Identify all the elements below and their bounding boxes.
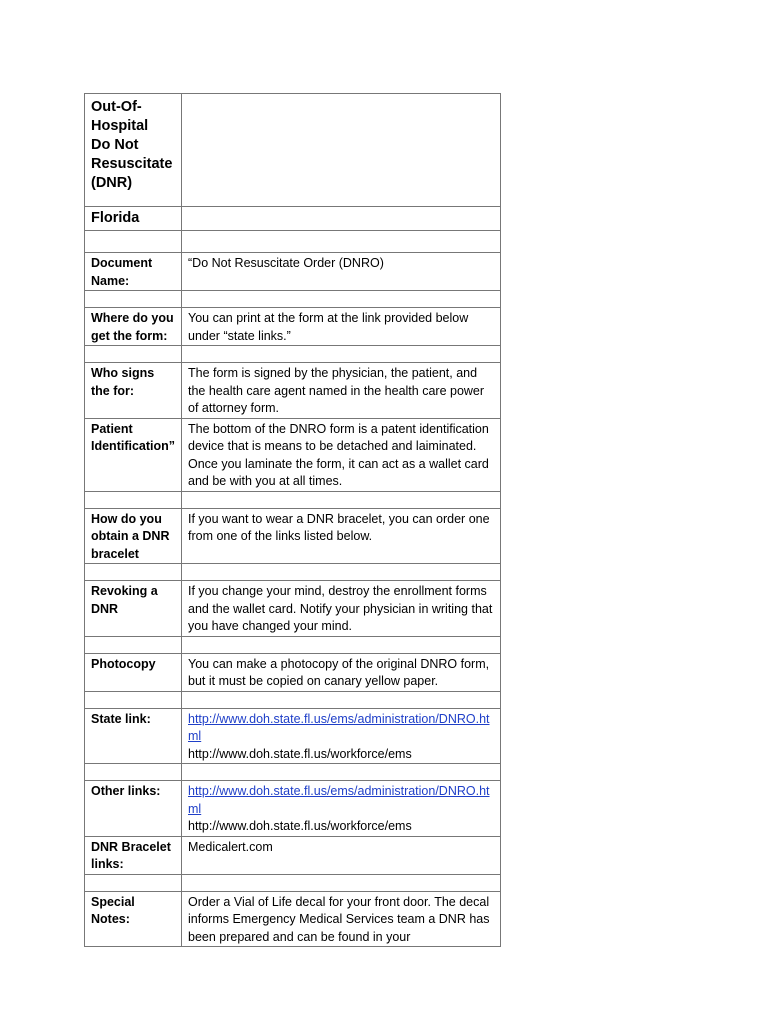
spacer-row bbox=[85, 231, 501, 253]
spacer-cell bbox=[85, 491, 182, 508]
dnr-bracelet-links-label: DNR Bracelet links: bbox=[85, 836, 182, 874]
spacer-cell bbox=[182, 491, 501, 508]
bracelet-value: If you want to wear a DNR bracelet, you can order one from one of the links listed below. bbox=[182, 508, 501, 564]
dnr-info-table bbox=[84, 93, 501, 947]
document-name-value: “Do Not Resuscitate Order (DNRO) bbox=[182, 253, 501, 291]
spacer-cell bbox=[182, 764, 501, 781]
spacer-row bbox=[85, 764, 501, 781]
spacer-cell bbox=[182, 691, 501, 708]
spacer-row bbox=[85, 636, 501, 653]
spacer-cell bbox=[182, 564, 501, 581]
document-title: Out-Of- Hospital Do Not Resuscitate (DNR) bbox=[85, 94, 182, 207]
revoking-row bbox=[85, 581, 501, 637]
spacer-cell bbox=[182, 231, 501, 253]
other-workforce-text: http://www.doh.state.fl.us/workforce/ems bbox=[188, 819, 412, 833]
revoking-label: Revoking a DNR bbox=[85, 581, 182, 637]
photocopy-label: Photocopy bbox=[85, 653, 182, 691]
document-name-label: Document Name: bbox=[85, 253, 182, 291]
spacer-cell bbox=[85, 291, 182, 308]
spacer-row bbox=[85, 874, 501, 891]
spacer-cell bbox=[182, 291, 501, 308]
where-form-label: Where do you get the form: bbox=[85, 308, 182, 346]
who-signs-value: The form is signed by the physician, the patient, and the health care agent named in the health care power of attorney form. bbox=[182, 363, 501, 419]
special-notes-value: Order a Vial of Life decal for your front door. The decal informs Emergency Medical Services team a DNR has been prepared and can be found in your bbox=[182, 891, 501, 947]
spacer-cell bbox=[182, 636, 501, 653]
revoking-value: If you change your mind, destroy the enrollment forms and the wallet card. Notify your physician in writing that you have changed your mind. bbox=[182, 581, 501, 637]
special-notes-label: Special Notes: bbox=[85, 891, 182, 947]
spacer-cell bbox=[182, 346, 501, 363]
patient-id-label: Patient Identification” bbox=[85, 418, 182, 491]
spacer-row bbox=[85, 691, 501, 708]
spacer-cell bbox=[85, 231, 182, 253]
spacer-cell bbox=[85, 636, 182, 653]
other-links-row bbox=[85, 781, 501, 837]
state-value-cell bbox=[182, 207, 501, 231]
other-links-cell bbox=[182, 781, 501, 837]
state-link-cell bbox=[182, 708, 501, 764]
other-dnro-link[interactable]: http://www.doh.state.fl.us/ems/administration/DNRO.html bbox=[188, 784, 490, 816]
spacer-row bbox=[85, 564, 501, 581]
state-label: Florida bbox=[85, 207, 182, 231]
spacer-cell bbox=[85, 764, 182, 781]
patient-id-row bbox=[85, 418, 501, 491]
state-dnro-link[interactable]: http://www.doh.state.fl.us/ems/administration/DNRO.html bbox=[188, 711, 490, 743]
title-row bbox=[85, 94, 501, 207]
who-signs-row bbox=[85, 363, 501, 419]
where-form-value: You can print at the form at the link provided below under “state links.” bbox=[182, 308, 501, 346]
state-row bbox=[85, 207, 501, 231]
bracelet-label: How do you obtain a DNR bracelet bbox=[85, 508, 182, 564]
title-value-cell bbox=[182, 94, 501, 207]
state-workforce-text: http://www.doh.state.fl.us/workforce/ems bbox=[188, 746, 412, 761]
other-links-label: Other links: bbox=[85, 781, 182, 837]
spacer-cell bbox=[182, 874, 501, 891]
spacer-cell bbox=[85, 346, 182, 363]
state-link-row bbox=[85, 708, 501, 764]
photocopy-value: You can make a photocopy of the original DNRO form, but it must be copied on canary yellow paper. bbox=[182, 653, 501, 691]
spacer-cell bbox=[85, 564, 182, 581]
document-name-row bbox=[85, 253, 501, 291]
who-signs-label: Who signs the for: bbox=[85, 363, 182, 419]
spacer-cell bbox=[85, 691, 182, 708]
spacer-row bbox=[85, 291, 501, 308]
dnr-bracelet-links-row bbox=[85, 836, 501, 874]
special-notes-row bbox=[85, 891, 501, 947]
dnr-bracelet-links-value: Medicalert.com bbox=[182, 836, 501, 874]
photocopy-row bbox=[85, 653, 501, 691]
spacer-row bbox=[85, 346, 501, 363]
spacer-cell bbox=[85, 874, 182, 891]
where-form-row bbox=[85, 308, 501, 346]
bracelet-row bbox=[85, 508, 501, 564]
patient-id-value: The bottom of the DNRO form is a patent identification device that is means to be detached and laiminated. Once you laminate the form, it can act as a wallet card and be with you at all times. bbox=[182, 418, 501, 491]
spacer-row bbox=[85, 491, 501, 508]
state-link-label: State link: bbox=[85, 708, 182, 764]
